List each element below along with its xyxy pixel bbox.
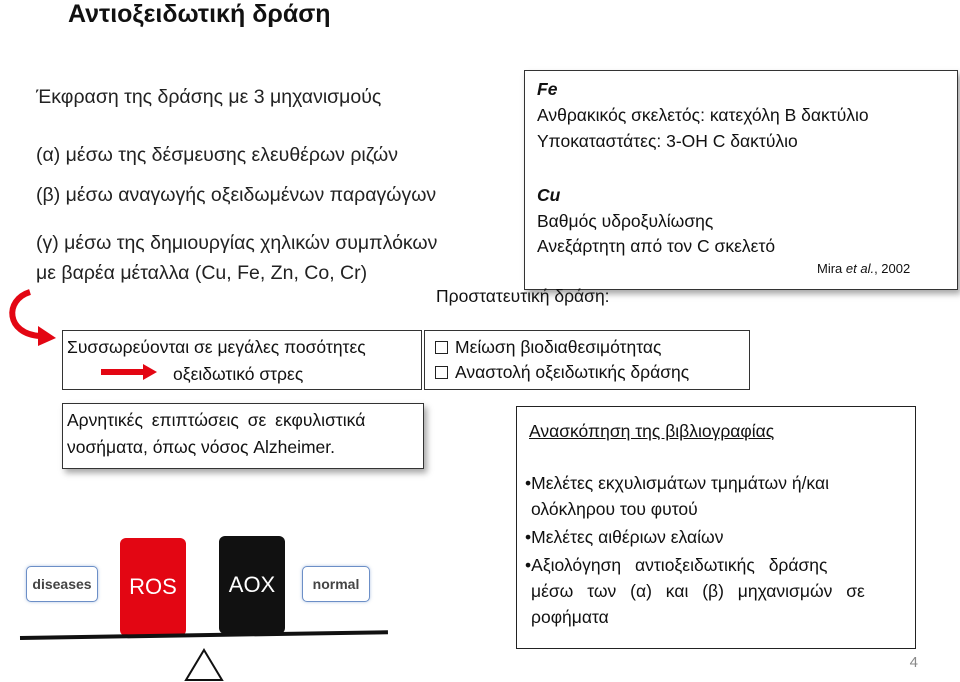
cu-line-2: Ανεξάρτητη από τον C σκελετό [537,236,776,256]
accumulation-line-1: Συσσωρεύονται σε μεγάλες ποσότητες [67,337,366,357]
review-bullet-1-cont: ολόκληρου του φυτού [531,499,698,519]
citation-author: Mira [817,261,846,276]
review-bullet-3-text: Αξιολόγηση αντιοξειδωτικής δράσης [531,555,828,575]
balance-beam [20,630,388,640]
checkbox-icon [435,341,448,354]
negative-effects-box [62,403,424,469]
citation-year: , 2002 [874,261,911,276]
fe-label: Fe [537,79,558,99]
mechanism-c: (γ) μέσω της δημιουργίας χηλικών συμπλόκων [36,232,438,254]
curved-arrow-icon [0,282,70,352]
negative-line-1: Αρνητικές επιπτώσεις σε εκφυλιστικά [67,410,366,430]
accumulation-line-2: οξειδωτικό στρες [173,364,304,384]
page-number: 4 [909,654,918,671]
page-title: Αντιοξειδωτική δράση [68,0,331,28]
mechanism-a: (α) μέσω της δέσμευσης ελευθέρων ριζών [36,144,399,166]
cu-line-1: Βαθμός υδροξυλίωσης [537,211,714,231]
citation-etal: et al. [845,261,875,276]
fe-line-2: Υποκαταστάτες: 3-OH C δακτύλιο [537,131,798,151]
normal-tag: normal [302,566,370,602]
effect-item-1 [435,337,661,358]
ros-block: ROS [120,538,186,636]
protective-effects-box [424,330,750,390]
diseases-tag: diseases [26,566,98,602]
mechanism-c-metals: με βαρέα μέταλλα (Cu, Fe, Zn, Co, Cr) [36,262,368,284]
arrow-right-icon [101,364,159,380]
review-bullet-3: •Αξιολόγηση αντιοξειδωτικής δράσης [525,555,828,575]
fe-line-1: Ανθρακικός σκελετός: κατεχόλη B δακτύλιο [537,105,869,125]
checkbox-icon [435,366,448,379]
review-bullet-2-text: Μελέτες αιθέριων ελαίων [531,527,724,547]
review-bullet-3-cont: μέσω των (α) και (β) μηχανισμών σε [531,581,865,601]
citation [817,261,910,276]
review-bullet-1: •Μελέτες εκχυλισμάτων τμημάτων ή/και [525,473,829,493]
review-bullet-1-text: Μελέτες εκχυλισμάτων τμημάτων ή/και [531,473,829,493]
mechanisms-heading: Έκφραση της δράσης με 3 μηχανισμούς [36,86,382,108]
literature-review-box [516,406,916,649]
metal-chelation-box [524,70,958,290]
negative-line-2: νοσήματα, όπως νόσος Alzheimer. [67,437,336,457]
fulcrum-icon [184,646,224,682]
review-heading: Ανασκόπηση της βιβλιογραφίας [529,421,775,441]
review-bullet-3-end: ροφήματα [531,607,609,627]
aox-block: AOX [219,536,285,634]
cu-label: Cu [537,185,561,205]
effect-item-2-text: Αναστολή οξειδωτικής δράσης [455,362,690,382]
effect-item-2 [435,362,689,383]
mechanism-b: (β) μέσω αναγωγής οξειδωμένων παραγώγων [36,184,437,206]
effect-item-1-text: Μείωση βιοδιαθεσιμότητας [455,337,662,357]
accumulation-box [62,330,422,390]
review-bullet-2: •Μελέτες αιθέριων ελαίων [525,527,724,547]
protective-label: Προστατευτική δράση: [436,286,610,306]
